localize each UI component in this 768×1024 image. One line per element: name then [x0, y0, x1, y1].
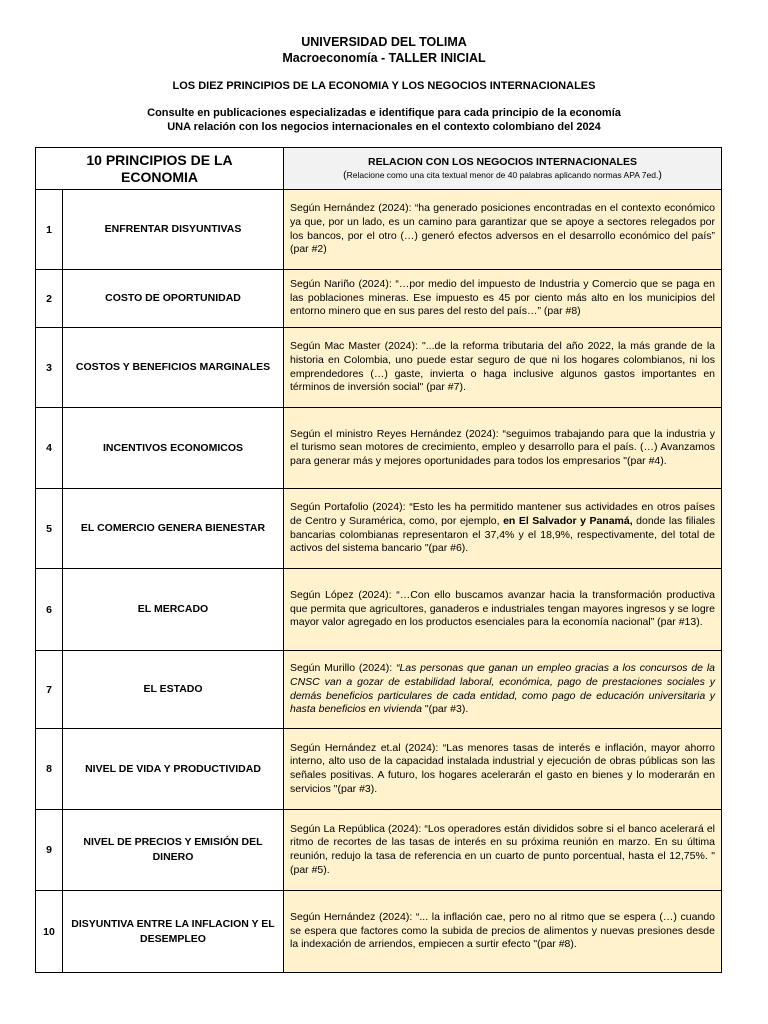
- table-row: [36, 729, 722, 810]
- relation-quote: Según Murillo (2024): “Las personas que ganan un empleo gracias a los concursos de la CNSC van a gozar de estabilidad laboral, económica, pago de prestaciones sociales y demás beneficios particulares de cada entidad, como pago de educación universitaria y hasta beneficios en vivienda "(par #3).: [284, 651, 722, 729]
- relation-quote: Según Hernández et.al (2024): “Las menores tasas de interés e inflación, mayor ahorro interno, alto uso de la capacidad instalada industrial y ejecución de obras públicas son las señales positivas. A futuro, los hogares acelerarán el gasto en bienes y lo moderarán en servicios "(par #3).: [284, 729, 722, 810]
- instruction-line-1: Consulte en publicaciones especializadas e identifique para cada principio de la economía: [147, 107, 621, 119]
- document-subtitle: LOS DIEZ PRINCIPIOS DE LA ECONOMIA Y LOS NEGOCIOS INTERNACIONALES: [172, 80, 596, 92]
- row-number: 6: [36, 569, 63, 651]
- table-row: [36, 891, 722, 973]
- relation-quote: Según Mac Master (2024): "...de la reforma tributaria del año 2022, la más grande de la historia en Colombia, uno puede estar seguro de que ni los hogares colombianos, ni los emprendedores (…) gaste, invierta o haga inclusive algunos gastos importantes en términos de inversión social" (par #7).: [284, 328, 722, 408]
- table-header-row: [36, 148, 722, 190]
- university-title: UNIVERSIDAD DEL TOLIMA: [301, 35, 467, 49]
- table-row: [36, 270, 722, 328]
- table-body: [36, 190, 722, 973]
- table-row: [36, 328, 722, 408]
- principle-name: INCENTIVOS ECONOMICOS: [63, 408, 284, 489]
- row-number: 1: [36, 190, 63, 270]
- relation-quote: Según el ministro Reyes Hernández (2024): “seguimos trabajando para que la industria y el turismo sean motores de crecimiento, empleo y desarrollo para el país. (…) Avanzamos para generar más y mejores oportunidades para todos los empresarios "(par #4).: [284, 408, 722, 489]
- relation-column-note: (Relacione como una cita textual menor de 40 palabras aplicando normas APA 7ed.): [343, 169, 662, 181]
- relation-quote: Según La República (2024): “Los operadores están divididos sobre si el banco acelerará el ritmo de recortes de las tasas de interés en su próxima reunión en marzo. En su última reunión, redujo la tasa de referencia en un cuarto de punto porcentual, hasta el 12,75%. "(par #5).: [284, 810, 722, 891]
- principles-table: [35, 147, 722, 973]
- table-row: [36, 190, 722, 270]
- relation-quote: Según López (2024): “…Con ello buscamos avanzar hacia la transformación productiva que permita que agricultores, ganaderos e industriales tengan mayores ingresos y se logre mayor valor agregado en los productos esenciales para la economía nacional” (par #13).: [284, 569, 722, 651]
- table-row: [36, 810, 722, 891]
- row-number: 8: [36, 729, 63, 810]
- relation-column-title: RELACION CON LOS NEGOCIOS INTERNACIONALES: [368, 156, 637, 168]
- row-number: 2: [36, 270, 63, 328]
- principle-name: COSTO DE OPORTUNIDAD: [63, 270, 284, 328]
- principle-name: COSTOS Y BENEFICIOS MARGINALES: [63, 328, 284, 408]
- principle-name: EL ESTADO: [63, 651, 284, 729]
- table-row: [36, 489, 722, 569]
- table-row: [36, 408, 722, 489]
- principle-name: NIVEL DE PRECIOS Y EMISIÓN DEL DINERO: [63, 810, 284, 891]
- document-header: [0, 34, 768, 134]
- relation-quote: Según Hernández (2024): “... la inflación cae, pero no al ritmo que se espera (…) cuando se espera que factores como la subida de precios de alimentos y nuevas presiones desde la indexación de arriendos, empiecen a surtir efecto "(par #8).: [284, 891, 722, 973]
- row-number: 3: [36, 328, 63, 408]
- principle-name: DISYUNTIVA ENTRE LA INFLACION Y EL DESEMPLEO: [63, 891, 284, 973]
- table-row: [36, 569, 722, 651]
- row-number: 9: [36, 810, 63, 891]
- principle-name: EL COMERCIO GENERA BIENESTAR: [63, 489, 284, 569]
- relation-quote: Según Nariño (2024): “…por medio del impuesto de Industria y Comercio que se paga en las poblaciones mineras. Ese impuesto es 45 por ciento más alto en los municipios del entorno minero que en sus pares del resto del país…” (par #8): [284, 270, 722, 328]
- instructions: [0, 106, 768, 134]
- table-row: [36, 651, 722, 729]
- principle-name: EL MERCADO: [63, 569, 284, 651]
- row-number: 7: [36, 651, 63, 729]
- relation-quote: Según Portafolio (2024): “Esto les ha permitido mantener sus actividades en otros países de Centro y Suramérica, como, por ejemplo, en El Salvador y Panamá, donde las filiales bancarias colombianas representaron el 37,4% y el 18,9%, respectivamente, del total de activos del sistema bancario "(par #6).: [284, 489, 722, 569]
- instruction-line-2: UNA relación con los negocios internacionales en el contexto colombiano del 2024: [167, 121, 601, 133]
- relation-quote: Según Hernández (2024): “ha generado posiciones encontradas en el contexto económico ya que, por un lado, es un camino para garantizar que se apoye a sectores relegados por los bancos, por el otro (…) generó efectos adversos en el desarrollo económico del país” (par #2): [284, 190, 722, 270]
- principles-column-header: 10 PRINCIPIOS DE LA ECONOMIA: [36, 148, 284, 190]
- course-title: Macroeconomía - TALLER INICIAL: [282, 51, 486, 65]
- principle-name: NIVEL DE VIDA Y PRODUCTIVIDAD: [63, 729, 284, 810]
- principle-name: ENFRENTAR DISYUNTIVAS: [63, 190, 284, 270]
- row-number: 10: [36, 891, 63, 973]
- relation-column-header: [284, 148, 722, 190]
- row-number: 5: [36, 489, 63, 569]
- row-number: 4: [36, 408, 63, 489]
